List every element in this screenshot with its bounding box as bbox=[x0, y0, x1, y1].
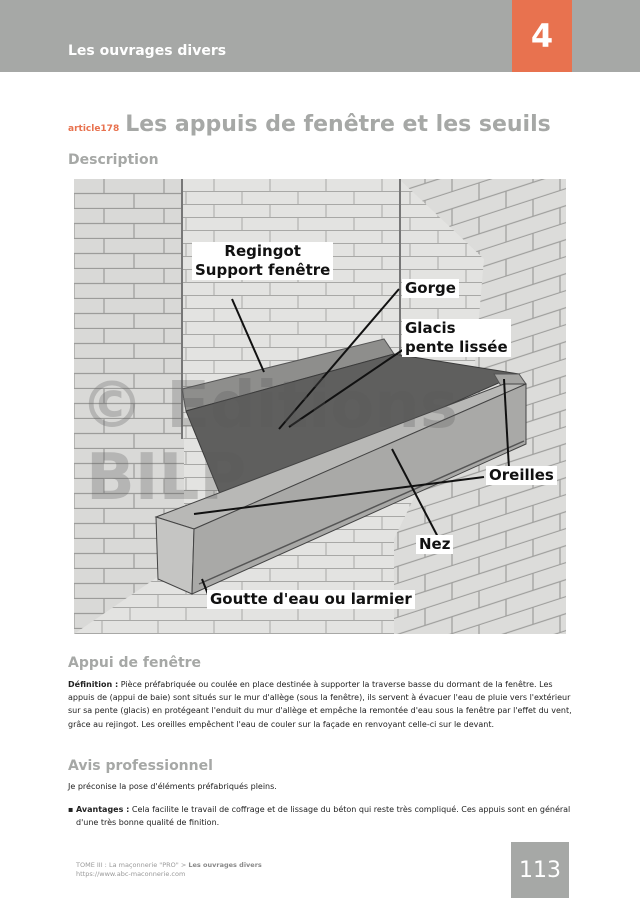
label-oreilles: Oreilles bbox=[486, 466, 557, 485]
article-heading bbox=[68, 112, 551, 137]
watermark-line1: © Editions bbox=[80, 369, 458, 443]
footer-tome: TOME III : La maçonnerie "PRO" > bbox=[76, 861, 189, 869]
appui-heading: Appui de fenêtre bbox=[68, 655, 202, 671]
footer-text bbox=[76, 861, 262, 879]
avis-heading: Avis professionnel bbox=[68, 758, 213, 774]
description-heading: Description bbox=[68, 152, 159, 168]
label-gorge: Gorge bbox=[402, 279, 459, 298]
footer-chapter: Les ouvrages divers bbox=[188, 861, 262, 869]
label-regingot: Regingot Support fenêtre bbox=[192, 242, 333, 280]
window-sill-illustration bbox=[74, 179, 566, 634]
watermark-line2: BILP bbox=[86, 441, 247, 515]
avantages-text: Cela facilite le travail de coffrage et de lissage du béton qui reste très compliqué. Ces appuis sont en général d'une très bonne qualité de finition. bbox=[76, 805, 571, 828]
avantages-label: Avantages : bbox=[76, 805, 130, 814]
label-nez: Nez bbox=[416, 535, 453, 554]
page-number: 113 bbox=[511, 842, 569, 898]
avis-bullet bbox=[68, 803, 572, 829]
bullet-marker: ▪ bbox=[68, 805, 74, 814]
label-goutte: Goutte d'eau ou larmier bbox=[207, 590, 415, 609]
label-glacis: Glacis pente lissée bbox=[402, 319, 511, 357]
chapter-number: 4 bbox=[512, 0, 572, 72]
article-tag: article178 bbox=[68, 124, 120, 134]
footer-url[interactable]: https://www.abc-maconnerie.com bbox=[76, 870, 186, 878]
avis-intro: Je préconise la pose d'éléments préfabriqués pleins. bbox=[68, 782, 277, 791]
article-title: Les appuis de fenêtre et les seuils bbox=[125, 112, 551, 137]
definition-paragraph bbox=[68, 678, 572, 731]
definition-text: Pièce préfabriquée ou coulée en place destinée à supporter la traverse basse du dormant de la fenêtre. Les appuis de (appui de baie) sont situés sur le mur d'allège (sous la fenêtre), ils servent à évacuer l'eau de pluie vers l'extérieur sur sa pente (glacis) en protégeant l'enduit du mur d'allège et empêche la remontée d'eau sous la fenêtre par l'effet du vent, grâce au rejingot. Les oreilles empêchent l'eau de couler sur la façade en renvoyant celle-ci sur le devant. bbox=[68, 680, 572, 729]
definition-label: Définition : bbox=[68, 680, 119, 689]
section-title: Les ouvrages divers bbox=[68, 43, 227, 59]
